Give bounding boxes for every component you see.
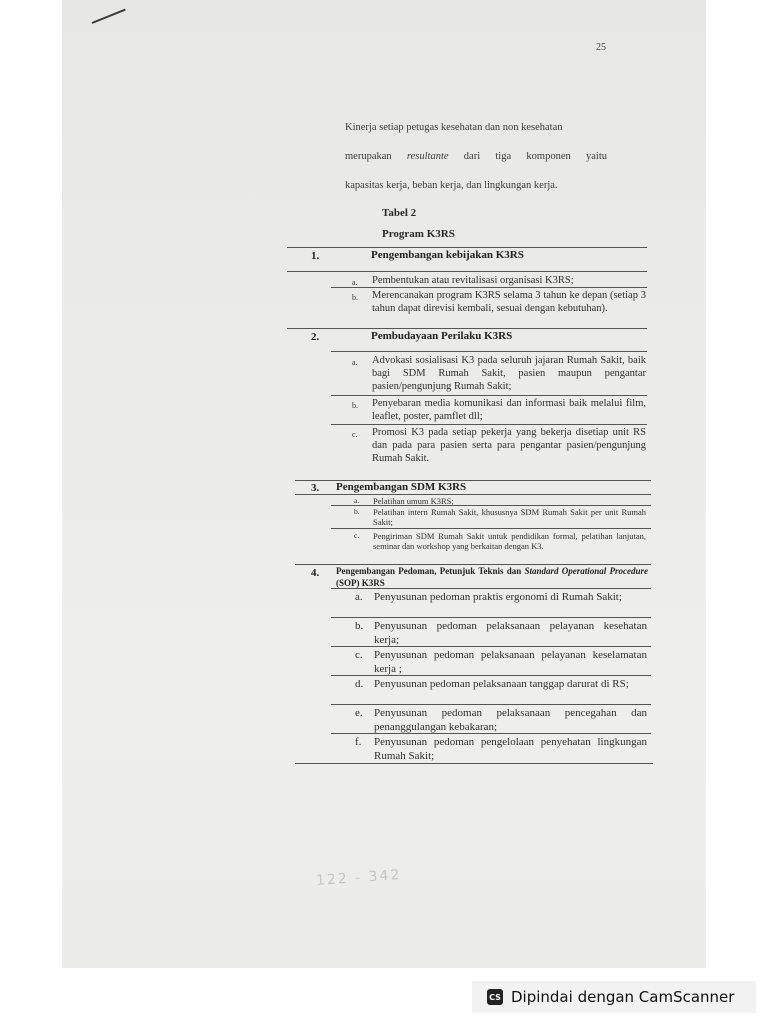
item-text: Pembentukan atau revitalisasi organisasi K3RS; [372, 275, 574, 286]
item-text: Penyusunan pedoman pelaksanaan pelayanan kesehatan kerja; [374, 620, 647, 646]
table-rule [287, 271, 647, 272]
item-text: Penyusunan pedoman praktis ergonomi di Rumah Sakit; [374, 591, 622, 603]
section-number: 1. [311, 250, 320, 262]
list-item [355, 677, 647, 691]
table-rule [331, 617, 651, 618]
table-rule [331, 287, 647, 288]
table-rule [287, 247, 647, 248]
item-mark: b. [354, 507, 360, 516]
item-mark: a. [352, 358, 358, 367]
section-number: 4. [311, 567, 320, 579]
watermark-text: Dipindai dengan CamScanner [511, 988, 735, 1006]
camscanner-watermark [472, 981, 756, 1013]
table-rule [287, 328, 647, 329]
item-text: Penyusunan pedoman pelaksanaan tanggap darurat di RS; [374, 678, 629, 690]
item-mark: a. [354, 496, 360, 505]
item-mark: b. [352, 401, 358, 410]
item-text: Merencanakan program K3RS selama 3 tahun ke depan (setiap 3 tahun dapat direvisi kembali, sesuai dengan kebutuhan). [372, 290, 646, 314]
item-text: Advokasi sosialisasi K3 pada seluruh jajaran Rumah Sakit, baik bagi SDM Rumah Sakit, pasien maupun pengantar pasien/pengunjung Rumah Sakit; [372, 355, 646, 392]
item-mark: c. [354, 531, 360, 540]
list-item [352, 354, 646, 393]
item-mark: a. [355, 591, 363, 603]
item-mark: d. [355, 678, 364, 690]
item-text: Pelatihan intern Rumah Sakit, khususnya SDM Rumah Sakit per unit Rumah Sakit; [373, 507, 646, 527]
intro-line: Kinerja setiap petugas kesehatan dan non kesehatan [345, 122, 563, 133]
table-rule [331, 675, 651, 676]
table-rule [331, 733, 651, 734]
list-item [355, 648, 647, 676]
table-title: Program K3RS [382, 228, 455, 240]
item-text: Penyusunan pedoman pelaksanaan pencegahan dan penanggulangan kebakaran; [374, 707, 647, 733]
table-rule [331, 646, 651, 647]
intro-line: merupakan resultante dari tiga komponen yaitu [345, 151, 607, 162]
list-item [355, 735, 647, 763]
section-number: 3. [311, 482, 320, 494]
table-label: Tabel 2 [382, 207, 417, 219]
section-number: 2. [311, 331, 320, 343]
table-rule [331, 528, 651, 529]
item-mark: c. [352, 430, 358, 439]
section-title: Pengembangan SDM K3RS [336, 481, 467, 493]
list-item [355, 619, 647, 647]
item-text: Promosi K3 pada setiap pekerja yang bekerja disetiap unit RS dan pada para pasien serta para pengantar pasien/pengunjung Rumah Sakit. [372, 427, 646, 464]
list-item [354, 507, 646, 527]
list-item [352, 274, 646, 287]
section-title: Pengembangan kebijakan K3RS [371, 249, 524, 261]
list-item [352, 397, 646, 423]
table-rule [295, 763, 653, 764]
table-rule [295, 564, 651, 565]
table-rule [331, 505, 651, 506]
list-item [355, 706, 647, 734]
item-text: Pengiriman SDM Rumah Sakit untuk pendidikan formal, pelatihan lanjutan, seminar dan workshop yang berkaitan dengan K3. [373, 531, 646, 551]
table-rule [331, 704, 651, 705]
intro-paragraph [345, 120, 607, 207]
table-rule [331, 351, 647, 352]
item-text: Penyebaran media komunikasi dan informasi baik melalui film, leaflet, poster, pamflet dll; [372, 398, 646, 422]
section-title: Pembudayaan Perilaku K3RS [371, 330, 513, 342]
pencil-note: 122 - 342 [315, 867, 402, 889]
list-item [352, 426, 646, 465]
section-title: Pengembangan Pedoman, Petunjuk Teknis dan Standard Operational Procedure (SOP) K3RS [336, 566, 649, 588]
table-rule [331, 395, 647, 396]
table-rule [331, 588, 651, 589]
list-item [355, 590, 647, 604]
item-mark: c. [355, 649, 363, 661]
item-mark: a. [352, 278, 358, 287]
list-item [354, 531, 646, 551]
item-mark: b. [355, 620, 364, 632]
table-rule [295, 494, 651, 495]
item-text: Pelatihan umum K3RS; [373, 496, 454, 506]
camscanner-logo-icon: CS [487, 989, 503, 1005]
item-mark: f. [355, 736, 362, 748]
page-number: 25 [596, 42, 606, 53]
item-text: Penyusunan pedoman pelaksanaan pelayanan keselamatan kerja ; [374, 649, 647, 675]
item-text: Penyusunan pedoman pengelolaan penyehatan lingkungan Rumah Sakit; [374, 736, 647, 762]
table-rule [331, 424, 647, 425]
intro-line: kapasitas kerja, beban kerja, dan lingkungan kerja. [345, 180, 558, 191]
list-item [352, 289, 646, 315]
item-mark: b. [352, 293, 358, 302]
item-mark: e. [355, 707, 363, 719]
